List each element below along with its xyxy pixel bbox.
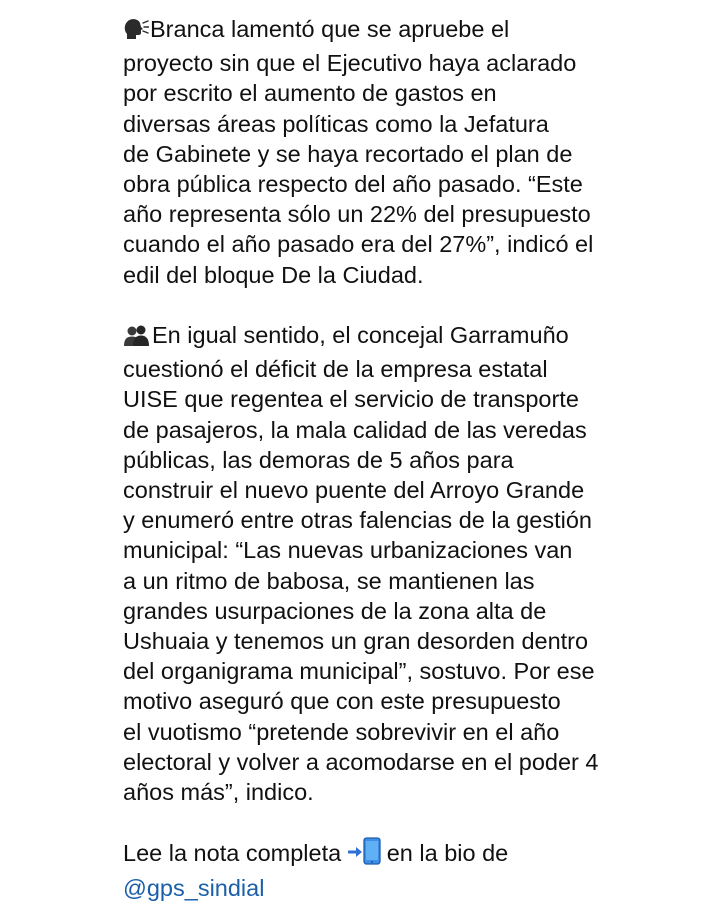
text-line xyxy=(123,837,663,872)
text-line: de pasajeros, la mala calidad de las veredas xyxy=(123,416,587,443)
footer-text-after: en la bio de xyxy=(386,840,509,867)
footer-text-before: Lee la nota completa xyxy=(123,840,348,867)
text-line: motivo aseguró que con este presupuesto xyxy=(123,688,561,715)
text-line: grandes usurpaciones de la zona alta de xyxy=(123,597,547,624)
text-line: por escrito el aumento de gastos en xyxy=(123,80,497,107)
paragraph-spacer xyxy=(123,807,663,837)
paragraph-spacer xyxy=(123,290,663,320)
text-line: UISE que regentea el servicio de transporte xyxy=(123,386,579,413)
text-line xyxy=(123,14,663,48)
text-line: de Gabinete y se haya recortado el plan de xyxy=(123,140,573,167)
profile-mention-link[interactable]: @gps_sindial xyxy=(123,874,265,901)
post-caption xyxy=(123,14,663,903)
text-line: años más”, indico. xyxy=(123,779,314,806)
paragraph-branca xyxy=(123,14,663,290)
text-line: diversas áreas políticas como la Jefatura xyxy=(123,110,549,137)
paragraph-garramuno xyxy=(123,320,663,807)
text-line: del organigrama municipal”, sostuvo. Por ese xyxy=(123,658,595,685)
mobile-phone-with-arrow-icon xyxy=(348,837,386,872)
text-line: cuando el año pasado era del 27%”, indicó el xyxy=(123,231,594,258)
text-line: proyecto sin que el Ejecutivo haya aclarado xyxy=(123,50,577,77)
text-line: Ushuaia y tenemos un gran desorden dentro xyxy=(123,628,589,655)
text-line: electoral y volver a acomodarse en el poder 4 xyxy=(123,748,599,775)
text-line: año representa sólo un 22% del presupuesto xyxy=(123,201,591,228)
paragraph-footer xyxy=(123,837,663,902)
text-line: obra pública respecto del año pasado. “Este xyxy=(123,171,583,198)
speaking-head-icon xyxy=(123,17,149,48)
text-line: y enumeró entre otras falencias de la gestión xyxy=(123,507,592,534)
text-line: públicas, las demoras de 5 años para xyxy=(123,446,514,473)
text-line: cuestionó el déficit de la empresa estatal xyxy=(123,356,548,383)
text-line: el vuotismo “pretende sobrevivir en el año xyxy=(123,718,560,745)
text-line-content: En igual sentido, el concejal Garramuño xyxy=(152,322,569,349)
text-line: a un ritmo de babosa, se mantienen las xyxy=(123,567,535,594)
text-line xyxy=(123,320,663,354)
text-line-content: Branca lamentó que se apruebe el xyxy=(150,16,510,42)
text-line: construir el nuevo puente del Arroyo Grande xyxy=(123,477,585,504)
busts-in-silhouette-icon xyxy=(123,324,151,354)
text-line: municipal: “Las nuevas urbanizaciones van xyxy=(123,537,573,564)
text-line: edil del bloque De la Ciudad. xyxy=(123,261,424,288)
